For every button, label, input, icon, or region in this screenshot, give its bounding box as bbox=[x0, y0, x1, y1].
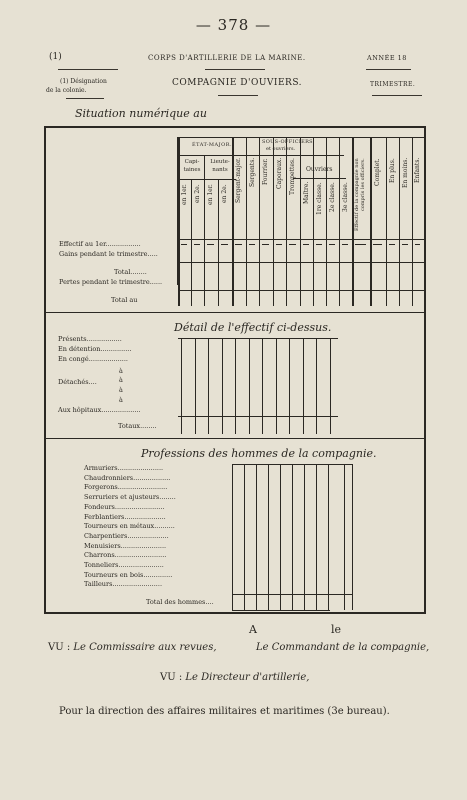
designation-rule bbox=[66, 98, 104, 99]
rule-section-1 bbox=[46, 312, 424, 313]
profession-item: Tonneliers...................... bbox=[84, 561, 164, 569]
dash-mark bbox=[207, 244, 214, 245]
professions-title: Professions des hommes de la compagnie. bbox=[141, 447, 377, 460]
corps-title: CORPS D'ARTILLERIE DE LA MARINE. bbox=[148, 54, 306, 62]
row-a-2: à bbox=[119, 376, 123, 384]
profession-item: Tourneurs en bois.............. bbox=[84, 570, 173, 579]
lieutenants-line-1: Lieute- bbox=[210, 159, 230, 165]
column-rule bbox=[339, 137, 340, 306]
column-rule bbox=[412, 137, 413, 306]
column-label: 3e classe. bbox=[341, 182, 349, 212]
column-label: Fourrier. bbox=[262, 158, 269, 185]
dash-mark bbox=[373, 244, 382, 245]
form-table-frame bbox=[44, 126, 426, 614]
detail-column-rule bbox=[195, 338, 196, 434]
row-effectif: Effectif au 1er................. bbox=[59, 240, 141, 248]
column-rule bbox=[326, 137, 327, 306]
detail-column-rule bbox=[316, 338, 317, 434]
designation-label: (1) Désignation bbox=[60, 78, 107, 85]
profession-item: Fondeurs........................ bbox=[84, 502, 165, 511]
annee-label: ANNÉE 18 bbox=[367, 54, 407, 62]
lieutenants-line-2: nants bbox=[212, 167, 228, 173]
column-rule bbox=[386, 137, 387, 306]
column-label: En plus. bbox=[388, 158, 396, 183]
header-top-rule bbox=[178, 137, 424, 138]
capitaines-label bbox=[179, 158, 205, 174]
column-label: 2e classe. bbox=[328, 182, 336, 212]
detail-mid-rule bbox=[178, 416, 338, 417]
row-total-au: Total au bbox=[111, 296, 138, 304]
profession-item: Menuisiers...................... bbox=[84, 541, 167, 550]
column-rule bbox=[191, 179, 192, 306]
dash-mark bbox=[276, 244, 282, 245]
header-bottom-rule bbox=[178, 239, 424, 240]
detail-column-rule bbox=[303, 338, 304, 434]
profession-column-rule bbox=[244, 464, 245, 610]
detail-column-rule bbox=[276, 338, 277, 434]
column-rule bbox=[286, 137, 287, 306]
profession-column-rule bbox=[256, 464, 257, 610]
column-label: En moins. bbox=[401, 158, 409, 189]
detail-column-rule bbox=[330, 338, 331, 434]
dash-mark bbox=[389, 244, 395, 245]
profession-item: Forgerons........................ bbox=[84, 483, 168, 492]
dash-mark bbox=[221, 244, 228, 245]
trimestre-rule bbox=[372, 95, 422, 96]
dash-mark bbox=[329, 244, 335, 245]
row-detention: En détention............... bbox=[58, 345, 132, 353]
note-marker: (1) bbox=[49, 52, 62, 62]
column-label: Maître. bbox=[302, 182, 310, 205]
profession-column-rule bbox=[316, 464, 317, 610]
ouvriers-label: Ouvriers bbox=[306, 166, 333, 173]
dash-mark bbox=[262, 244, 269, 245]
dash-mark bbox=[415, 244, 420, 245]
capitaines-line-2: taines bbox=[183, 167, 201, 173]
column-label: en 2e. bbox=[221, 184, 228, 203]
column-label: en 2e. bbox=[193, 184, 201, 203]
etat-major-label: ÉTAT-MAJOR. bbox=[192, 142, 233, 148]
row-a-3: à bbox=[119, 386, 123, 394]
dash-mark bbox=[316, 244, 322, 245]
profession-column-rule bbox=[292, 464, 293, 610]
profession-item: Serruriers et ajusteurs........ bbox=[84, 493, 176, 502]
profession-column-rule bbox=[304, 464, 305, 610]
column-rule bbox=[246, 137, 247, 306]
detail-column-rule bbox=[235, 338, 236, 434]
officer-sub-rule bbox=[178, 179, 236, 180]
vu-prefix-2: VU : bbox=[160, 672, 183, 683]
sous-officiers-label-2: et ouvriers. bbox=[266, 146, 296, 152]
directeur-label: Le Directeur d'artillerie, bbox=[185, 672, 310, 683]
column-label: Caporaux. bbox=[275, 158, 283, 190]
detail-column-rule bbox=[181, 338, 182, 434]
dash-mark bbox=[342, 244, 348, 245]
row-detaches: Détachés.... bbox=[58, 378, 97, 386]
column-label: Effectif de la compagnie non compris les officiers. bbox=[354, 158, 366, 231]
detail-column-rule bbox=[249, 338, 250, 434]
dash-mark bbox=[303, 244, 309, 245]
profession-item: Charrons......................... bbox=[84, 551, 167, 560]
column-label: Enfants. bbox=[414, 158, 421, 184]
column-rule bbox=[399, 137, 400, 306]
dash-mark bbox=[355, 244, 366, 245]
rule-section-2 bbox=[46, 438, 424, 439]
vu-commissaire bbox=[48, 642, 217, 653]
column-rule bbox=[313, 137, 314, 306]
profession-column-rule bbox=[328, 464, 329, 610]
trimestre-label: TRIMESTRE. bbox=[370, 81, 416, 88]
rule-after-gains bbox=[178, 262, 424, 263]
column-rule bbox=[204, 155, 205, 306]
row-a-1: à bbox=[119, 367, 123, 375]
header-rule-right bbox=[366, 69, 411, 70]
column-rule bbox=[218, 179, 219, 306]
commissaire-label: Le Commissaire aux revues, bbox=[73, 642, 217, 653]
row-hopitaux: Aux hôpitaux................... bbox=[58, 406, 141, 414]
column-rule bbox=[424, 137, 425, 306]
situation-title: Situation numérique au bbox=[75, 107, 207, 120]
dash-mark bbox=[194, 244, 200, 245]
profession-column-rule bbox=[268, 464, 269, 610]
dash-mark bbox=[289, 244, 296, 245]
detail-title: Détail de l'effectif ci-dessus. bbox=[174, 321, 332, 334]
column-rule bbox=[273, 137, 274, 306]
designation-label-2: de la colonie. bbox=[46, 87, 87, 94]
direction-label: Pour la direction des affaires militaires et maritimes (3e bureau). bbox=[59, 706, 390, 717]
row-total-hommes: Total des hommes.... bbox=[146, 598, 214, 606]
dash-mark bbox=[249, 244, 255, 245]
capitaines-line-1: Capi- bbox=[184, 159, 200, 165]
profession-item: Armuriers...................... bbox=[84, 464, 164, 472]
row-conge: En congé................... bbox=[58, 355, 129, 363]
profession-column-rule bbox=[280, 464, 281, 610]
page-number: — 378 — bbox=[195, 16, 272, 34]
etat-major-rule bbox=[178, 155, 236, 156]
column-label: en 1er. bbox=[180, 184, 188, 205]
dash-mark bbox=[402, 244, 408, 245]
column-label: Sergent-major. bbox=[235, 158, 242, 204]
vu-directeur bbox=[160, 672, 309, 683]
detail-column-rule bbox=[208, 338, 209, 434]
row-pertes: Pertes pendant le trimestre...... bbox=[59, 278, 163, 286]
commandant-label: Le Commandant de la compagnie, bbox=[256, 642, 430, 653]
footer-a: A bbox=[249, 623, 257, 636]
column-label: en 1er. bbox=[207, 184, 214, 205]
dash-mark bbox=[181, 244, 187, 245]
header-rule-left bbox=[58, 69, 118, 70]
column-rule bbox=[232, 137, 234, 306]
column-rule bbox=[259, 137, 260, 306]
profession-column-rule bbox=[352, 464, 353, 610]
sous-officiers-label: SOUS-OFFICIERS bbox=[262, 139, 313, 145]
dash-mark bbox=[235, 244, 242, 245]
header-rule-mid bbox=[205, 69, 265, 70]
column-label: Complet. bbox=[374, 158, 381, 186]
lieutenants-label bbox=[206, 158, 234, 174]
profession-item: Tailleurs........................ bbox=[84, 580, 163, 589]
column-rule bbox=[370, 137, 372, 306]
profession-item: Charpentiers.................... bbox=[84, 531, 169, 540]
profession-item: Ferblantiers.................... bbox=[84, 512, 166, 521]
profession-item: Tourneurs en métaux.......... bbox=[84, 522, 175, 531]
column-label: Trompettes. bbox=[289, 158, 296, 195]
compagnie-title: COMPAGNIE D'OUVIERS. bbox=[172, 78, 303, 88]
compagnie-rule bbox=[218, 95, 258, 96]
detail-column-rule bbox=[222, 338, 223, 434]
footer-le: le bbox=[331, 623, 342, 636]
row-total: Total........ bbox=[114, 268, 147, 276]
row-a-4: à bbox=[119, 396, 123, 404]
row-presents: Présents................. bbox=[58, 335, 122, 343]
professions-total-rule bbox=[232, 610, 330, 611]
profession-column-rule bbox=[344, 464, 345, 610]
rule-after-pertes bbox=[178, 290, 424, 291]
row-totaux: Totaux........ bbox=[118, 422, 157, 430]
column-rule bbox=[300, 137, 301, 306]
row-gains: Gains pendant le trimestre..... bbox=[59, 250, 158, 258]
column-rule bbox=[178, 137, 180, 306]
column-label: 1re classe. bbox=[315, 182, 323, 215]
detail-column-rule bbox=[262, 338, 263, 434]
sous-officiers-rule bbox=[236, 155, 344, 156]
detail-column-rule bbox=[289, 338, 290, 434]
profession-item: Chaudronniers.................. bbox=[84, 473, 171, 482]
vu-prefix-1: VU : bbox=[48, 642, 71, 653]
detail-top-rule bbox=[178, 338, 338, 339]
column-label: Sergents. bbox=[248, 158, 256, 188]
profession-column-rule bbox=[232, 464, 233, 610]
